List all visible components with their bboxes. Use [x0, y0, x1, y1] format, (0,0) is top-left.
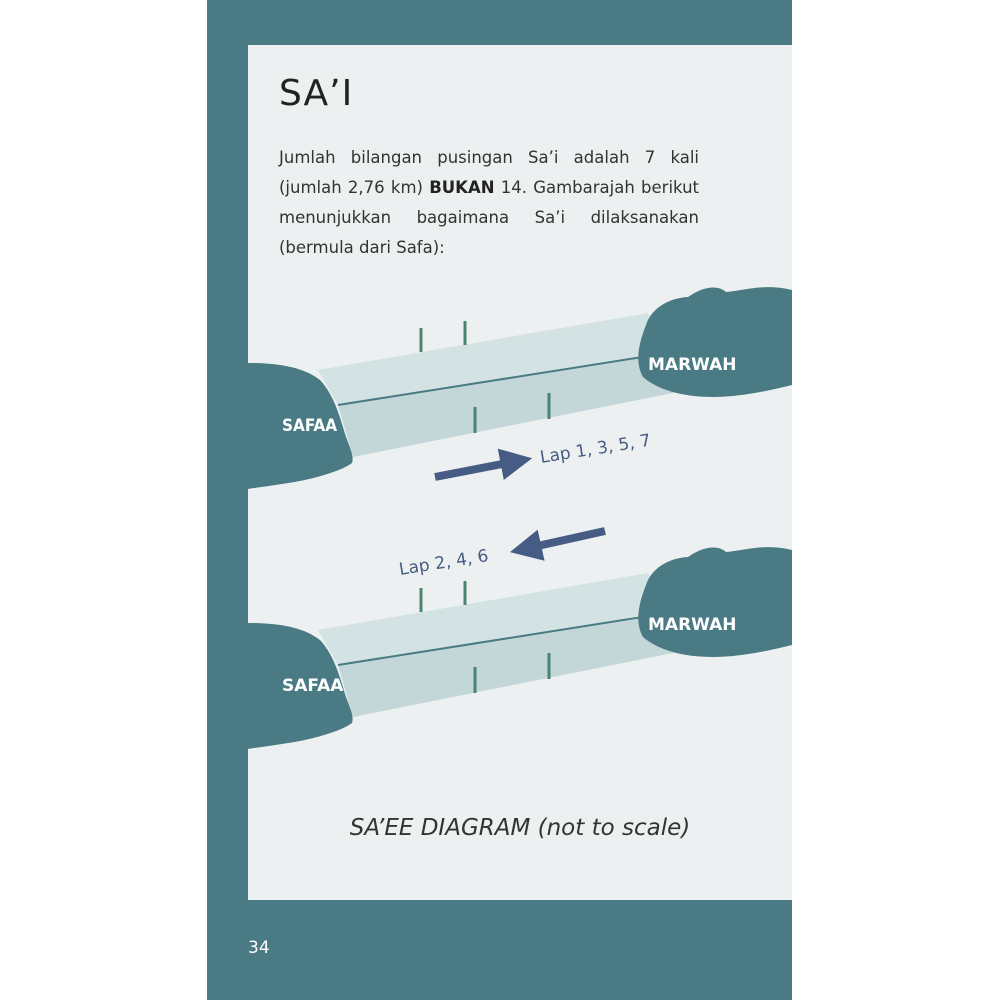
page-number: 34: [248, 938, 270, 958]
top-diagram: [248, 287, 792, 489]
page-title: SA’I: [279, 73, 354, 114]
top-safaa-label: SAFAA: [282, 416, 338, 436]
top-marwah-label: MARWAH: [648, 355, 737, 375]
bottom-lap-label: Lap 2, 4, 6: [397, 546, 490, 580]
diagram-caption: SA’EE DIAGRAM (not to scale): [349, 815, 691, 841]
top-lap-label: Lap 1, 3, 5, 7: [538, 430, 653, 468]
top-direction-arrow: [435, 461, 518, 477]
bottom-direction-arrow: [524, 531, 605, 549]
bottom-marwah-label: MARWAH: [648, 615, 737, 635]
bottom-safaa-label: SAFAA: [282, 676, 344, 696]
saee-diagram: [248, 45, 792, 900]
content-panel: [248, 45, 792, 900]
intro-text-2: 14. Gambarajah berikut menunjukkan bagaimana Sa’i dilaksanakan (bermula dari Safa):: [279, 178, 700, 257]
top-marwah-hill: [638, 287, 792, 397]
intro-bold-text: BUKAN: [429, 178, 495, 197]
intro-text-1: Jumlah bilangan pusingan Sa’i adalah 7 kali (jumlah 2,76 km): [279, 148, 699, 197]
bottom-diagram: [248, 531, 792, 749]
bottom-marwah-hill: [638, 547, 792, 657]
